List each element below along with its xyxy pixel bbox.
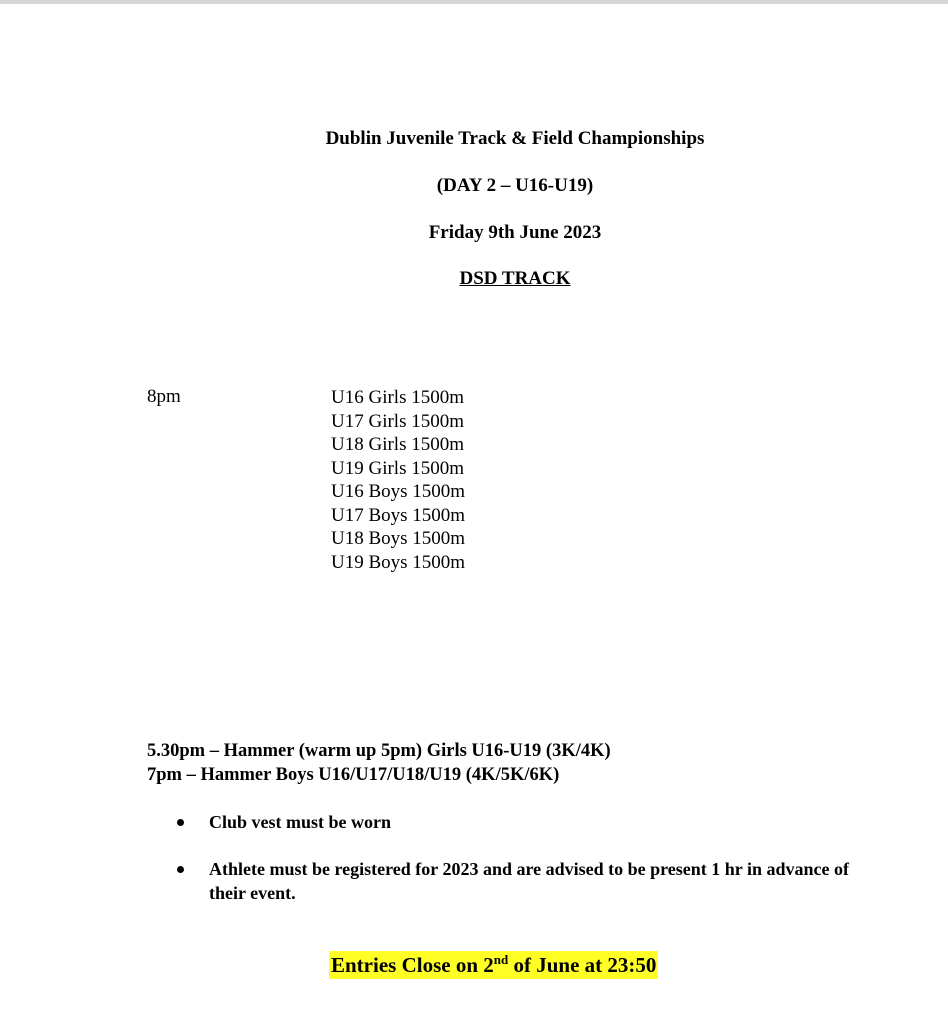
- entries-close-superscript: nd: [493, 952, 509, 967]
- note-item: [177, 810, 857, 834]
- track-event-item: U19 Girls 1500m: [331, 457, 464, 479]
- track-event-list: [331, 386, 465, 574]
- bullet-icon: [177, 866, 184, 873]
- field-event-hammer-girls: 5.30pm – Hammer (warm up 5pm) Girls U16-U19 (3K/4K): [147, 741, 611, 761]
- event-date: Friday 9th June 2023: [428, 222, 602, 243]
- field-event-hammer-boys: 7pm – Hammer Boys U16/U17/U18/U19 (4K/5K/6K): [147, 765, 560, 785]
- bullet-icon: [177, 819, 184, 826]
- field-events: [147, 739, 611, 787]
- document-subtitle: (DAY 2 – U16-U19): [436, 175, 594, 196]
- entries-close-notice: [329, 951, 658, 979]
- track-event-item: U18 Boys 1500m: [331, 528, 466, 549]
- document-title: Dublin Juvenile Track & Field Championships: [325, 128, 705, 149]
- note-text: Club vest must be worn: [209, 812, 392, 832]
- track-event-item: U16 Boys 1500m: [331, 481, 466, 502]
- note-item: [177, 857, 857, 905]
- notes-list: [177, 810, 857, 928]
- venue-heading: DSD TRACK: [459, 268, 571, 289]
- top-divider: [0, 0, 948, 4]
- entries-close-prefix: Entries Close on 2: [331, 953, 494, 977]
- track-event-item: U17 Boys 1500m: [331, 504, 466, 526]
- track-event-item: U17 Girls 1500m: [331, 410, 464, 432]
- track-event-item: U16 Girls 1500m: [331, 387, 464, 408]
- entries-close-suffix: of June at 23:50: [508, 953, 657, 977]
- track-start-time: 8pm: [147, 386, 181, 407]
- note-text: Athlete must be registered for 2023 and are advised to be present 1 hr in advance of their event.: [209, 859, 849, 903]
- track-event-item: U19 Boys 1500m: [331, 551, 466, 573]
- track-event-item: U18 Girls 1500m: [331, 434, 464, 455]
